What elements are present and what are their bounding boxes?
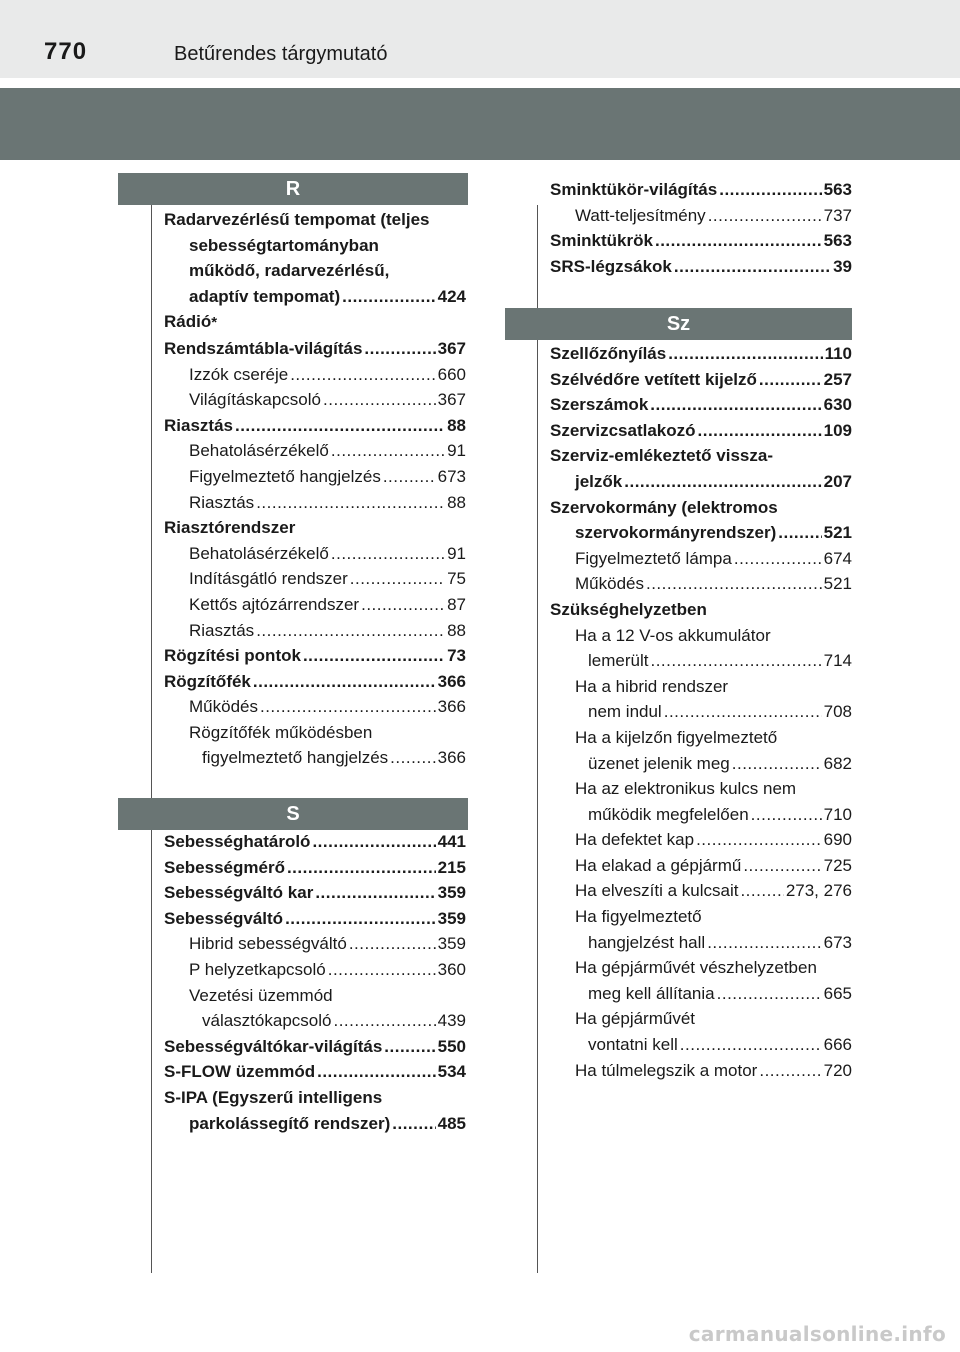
index-entry-label: Indításgátló rendszer: [189, 569, 348, 589]
index-entry: [164, 566, 466, 592]
index-entry: [164, 592, 466, 618]
index-entry: [550, 699, 852, 725]
dot-leader: [328, 957, 436, 983]
index-entry-page: 690: [823, 830, 852, 850]
index-entry: [550, 725, 852, 751]
index-entry-label: jelzők: [575, 471, 623, 491]
dot-leader: [390, 745, 435, 771]
index-entry-label: Kettős ajtózárrendszer: [189, 594, 360, 614]
index-entry-label: Ha az elektronikus kulcs nem: [575, 779, 797, 799]
index-entry-page: 708: [823, 702, 852, 722]
index-entry-label: parkolássegítő rendszer): [189, 1113, 391, 1133]
index-entry-label: figyelmeztető hangjelzés: [202, 748, 389, 768]
index-entry: [164, 1034, 466, 1060]
dot-leader: [350, 566, 445, 592]
dot-leader: [717, 981, 822, 1007]
index-entry-label: Riasztás: [189, 492, 255, 512]
index-entry-page: 109: [823, 420, 852, 440]
column-rule-right: [537, 205, 538, 1273]
index-list-r: [164, 207, 466, 771]
index-entry-label: Működés: [575, 574, 644, 594]
index-list-s-continued: [550, 177, 852, 279]
section-header-s: S: [118, 798, 468, 830]
index-entry-label: Szellőzőnyílás: [550, 344, 667, 363]
dot-leader: [383, 464, 436, 490]
index-entry-label: Rögzítési pontok: [164, 646, 301, 666]
index-entry-page: 673: [823, 932, 852, 952]
index-entry-page: 710: [823, 804, 852, 824]
dot-leader: [290, 362, 435, 388]
index-entry-page: 367: [437, 390, 466, 410]
index-entry: [550, 623, 852, 649]
dot-leader: [331, 541, 445, 567]
index-entry: [550, 443, 852, 469]
dot-leader: [333, 1008, 435, 1034]
dot-leader: [323, 387, 436, 413]
index-entry-label: Sebességváltókar-világítás: [164, 1036, 383, 1056]
index-entry: [164, 309, 466, 336]
index-entry-page: 88: [447, 415, 466, 435]
index-entry-page: 521: [823, 574, 852, 594]
dot-leader: [342, 284, 435, 310]
dot-leader: [235, 413, 445, 439]
index-entry-page: 563: [823, 180, 852, 199]
dot-leader: [696, 827, 822, 853]
index-entry: [164, 284, 466, 310]
index-entry-label: működik megfelelően: [588, 804, 749, 824]
index-entry: [164, 413, 466, 439]
index-entry-label: nem indul: [588, 702, 662, 722]
dot-leader: [707, 930, 821, 956]
index-entry: [550, 827, 852, 853]
index-entry: [164, 207, 466, 233]
index-entry: [550, 981, 852, 1007]
index-entry-label: Rendszámtábla-világítás: [164, 338, 363, 358]
index-entry-label: Figyelmeztető lámpa: [575, 548, 732, 568]
index-entry-label: Ha a hibrid rendszer: [575, 676, 729, 696]
column-rule-left: [151, 205, 152, 1273]
index-entry-page: 215: [437, 857, 466, 877]
index-entry-label: Radarvezérlésű tempomat (teljes: [164, 210, 430, 229]
dot-leader: [674, 254, 831, 280]
index-entry: [164, 880, 466, 906]
index-entry: [550, 341, 852, 367]
index-entry-label: Sebességváltó kar: [164, 883, 314, 903]
index-entry: [164, 1059, 466, 1085]
dot-leader: [646, 571, 822, 597]
dot-leader: [668, 341, 822, 367]
index-entry: [164, 643, 466, 669]
index-entry-label: Ha túlmelegszik a motor: [575, 1060, 758, 1080]
index-entry: [550, 520, 852, 546]
index-entry: [550, 853, 852, 879]
index-entry-page: 73: [447, 646, 466, 666]
dot-leader: [260, 694, 436, 720]
index-entry-label: Figyelmeztető hangjelzés: [189, 466, 381, 486]
dot-leader: [778, 520, 821, 546]
dot-leader: [256, 618, 445, 644]
dot-leader: [392, 1111, 435, 1137]
dot-leader: [740, 878, 783, 904]
index-entry-label: hangjelzést hall: [588, 932, 706, 952]
index-entry: [164, 720, 466, 746]
index-entry-label: Rögzítőfék: [164, 671, 251, 691]
index-entry-label: Sebességmérő: [164, 857, 285, 877]
index-entry: [164, 855, 466, 881]
index-entry: [164, 829, 466, 855]
index-entry-page: 665: [823, 983, 852, 1003]
dot-leader: [361, 592, 445, 618]
index-entry-label: Szervokormány (elektromos: [550, 497, 778, 517]
index-entry: [164, 1008, 466, 1034]
index-entry: [164, 515, 466, 541]
index-entry-page: 110: [824, 344, 852, 363]
index-entry-page: 674: [823, 548, 852, 568]
index-entry: [550, 254, 852, 280]
index-entry: [550, 571, 852, 597]
dot-leader: [303, 643, 445, 669]
index-entry-label: Sminktükrök: [550, 231, 653, 251]
index-entry: [550, 469, 852, 495]
index-entry-label: Ha gépjárművét vészhelyzetben: [575, 958, 817, 978]
index-entry-label: Vezetési üzemmód: [189, 985, 333, 1005]
index-entry-page: 666: [823, 1035, 852, 1055]
index-entry-label: Világításkapcsoló: [189, 390, 321, 410]
index-entry-label: Sminktükör-világítás: [550, 180, 718, 199]
index-entry: [164, 233, 466, 259]
index-entry: [550, 1058, 852, 1084]
dot-leader: [285, 906, 436, 932]
dot-leader: [680, 1032, 822, 1058]
footnote-asterisk: *: [211, 314, 218, 332]
index-entry-page: 39: [833, 256, 852, 276]
index-entry-label: Szükséghelyzetben: [550, 599, 707, 619]
index-entry-label: választókapcsoló: [202, 1011, 332, 1031]
index-entry: [164, 906, 466, 932]
index-entry-page: 359: [437, 908, 466, 928]
index-entry-label: SRS-légzsákok: [550, 256, 672, 276]
index-list-sz: [550, 341, 852, 1083]
index-entry-page: 720: [823, 1060, 852, 1080]
index-entry-page: 360: [437, 959, 466, 979]
index-entry-page: 88: [447, 492, 466, 512]
index-entry-page: 87: [447, 594, 466, 614]
index-list-s: [164, 829, 466, 1136]
dot-leader: [349, 931, 436, 957]
index-entry: [550, 955, 852, 981]
index-entry-label: Riasztás: [164, 415, 233, 435]
index-entry-label: Riasztórendszer: [164, 518, 296, 538]
index-entry: [164, 387, 466, 413]
index-entry: [550, 367, 852, 393]
index-entry: [550, 418, 852, 444]
index-entry: [550, 546, 852, 572]
index-entry-page: 737: [823, 205, 852, 225]
index-entry: [164, 464, 466, 490]
index-entry-label: Riasztás: [189, 620, 255, 640]
index-entry-label: S-IPA (Egyszerű intelligens: [164, 1087, 383, 1107]
index-entry-page: 88: [447, 620, 466, 640]
page-number: 770: [44, 38, 88, 65]
index-entry-label: Behatolásérzékelő: [189, 441, 329, 461]
index-entry: [164, 1085, 466, 1111]
dot-leader: [732, 751, 822, 777]
index-entry: [550, 776, 852, 802]
index-entry-page: 682: [823, 753, 852, 773]
index-entry-label: Behatolásérzékelő: [189, 543, 329, 563]
index-entry: [550, 930, 852, 956]
index-entry-page: 714: [823, 651, 852, 671]
index-entry-label: Ha defektet kap: [575, 830, 695, 850]
index-entry-page: 207: [823, 471, 852, 491]
index-entry-label: S-FLOW üzemmód: [164, 1062, 316, 1082]
index-entry-page: 534: [437, 1062, 466, 1082]
page-header: [0, 0, 960, 78]
index-entry: [550, 392, 852, 418]
index-entry: [164, 931, 466, 957]
index-entry-page: 630: [823, 395, 852, 415]
index-entry-page: 359: [437, 934, 466, 954]
index-entry: [164, 490, 466, 516]
index-entry-page: 673: [437, 466, 466, 486]
index-entry-label: Ha elveszíti a kulcsait: [575, 881, 739, 901]
index-entry-page: 725: [823, 855, 852, 875]
index-entry: [164, 745, 466, 771]
index-entry-label: vontatni kell: [588, 1035, 678, 1055]
index-entry-label: Ha a 12 V-os akkumulátor: [575, 625, 771, 645]
index-entry: [550, 1006, 852, 1032]
index-entry-page: 441: [437, 832, 466, 851]
index-entry-page: 91: [447, 543, 466, 563]
index-entry-label: Izzók cseréje: [189, 364, 289, 384]
dot-leader: [315, 880, 435, 906]
index-entry-label: lemerült: [588, 651, 649, 671]
index-entry: [164, 694, 466, 720]
index-entry-label: Szerviz-emlékeztető vissza-: [550, 446, 773, 466]
index-entry-page: 550: [437, 1036, 466, 1056]
index-entry-page: 273, 276: [785, 881, 852, 901]
dot-leader: [317, 1059, 436, 1085]
index-entry: [550, 1032, 852, 1058]
dot-leader: [655, 228, 822, 254]
dot-leader: [698, 418, 822, 444]
index-entry-label: üzenet jelenik meg: [588, 753, 730, 773]
index-entry-page: 257: [823, 369, 852, 389]
index-entry-label: Watt-teljesítmény: [575, 205, 706, 225]
index-entry: [550, 904, 852, 930]
index-entry-page: 439: [437, 1011, 466, 1031]
index-entry-page: 75: [447, 569, 466, 589]
index-entry-label: Ha gépjárművét: [575, 1009, 696, 1029]
index-entry-label: Hibrid sebességváltó: [189, 934, 347, 954]
index-entry: [550, 228, 852, 254]
index-entry: [550, 648, 852, 674]
index-entry-page: 366: [437, 671, 466, 691]
dot-leader: [624, 469, 821, 495]
index-entry: [550, 674, 852, 700]
index-entry-label: szervokormányrendszer): [575, 523, 777, 543]
index-entry: [550, 751, 852, 777]
index-entry-label: Működés: [189, 697, 258, 717]
dot-leader: [664, 699, 822, 725]
index-entry-label: sebességtartományban: [189, 235, 379, 255]
index-entry: [164, 983, 466, 1009]
index-entry-page: 563: [823, 231, 852, 251]
index-entry-page: 366: [437, 748, 466, 768]
dot-leader: [743, 853, 821, 879]
index-entry-label: Szerszámok: [550, 395, 649, 415]
dot-leader: [384, 1034, 435, 1060]
index-entry-page: 424: [437, 286, 466, 306]
watermark: carmanualsonline.info: [688, 1322, 946, 1346]
dot-leader: [331, 438, 445, 464]
index-entry-label: meg kell állítania: [588, 983, 715, 1003]
dot-leader: [253, 669, 436, 695]
dot-leader: [650, 648, 821, 674]
index-entry: [164, 438, 466, 464]
index-entry-page: 485: [437, 1113, 466, 1133]
index-entry-page: 366: [437, 697, 466, 717]
header-banner: [0, 88, 960, 160]
index-entry: [164, 541, 466, 567]
dot-leader: [287, 855, 436, 881]
index-entry-page: 359: [437, 883, 466, 903]
index-entry-page: 367: [437, 338, 466, 358]
index-entry-label: működő, radarvezérlésű,: [189, 261, 390, 281]
dot-leader: [734, 546, 822, 572]
index-entry: [550, 597, 852, 623]
page-title: Betűrendes tárgymutató: [174, 43, 388, 65]
dot-leader: [650, 392, 821, 418]
index-entry: [550, 802, 852, 828]
index-entry-label: Rádió: [164, 312, 212, 332]
index-entry: [164, 669, 466, 695]
index-entry-label: Ha a kijelzőn figyelmeztető: [575, 727, 778, 747]
dot-leader: [256, 490, 445, 516]
index-entry: [550, 177, 852, 203]
index-entry-label: P helyzetkapcsoló: [189, 959, 326, 979]
index-entry-label: adaptív tempomat): [189, 286, 341, 306]
index-entry-label: Szervizcsatlakozó: [550, 420, 696, 440]
index-entry: [164, 1111, 466, 1137]
index-entry: [550, 878, 852, 904]
index-entry-page: 91: [447, 441, 466, 461]
index-entry: [164, 957, 466, 983]
section-header-r: R: [118, 173, 468, 205]
index-entry: [550, 203, 852, 229]
index-entry-page: 660: [437, 364, 466, 384]
dot-leader: [719, 177, 821, 203]
index-entry-label: Sebességváltó: [164, 908, 284, 928]
dot-leader: [759, 367, 822, 393]
index-entry: [164, 336, 466, 362]
dot-leader: [751, 802, 822, 828]
section-header-sz: Sz: [505, 308, 852, 340]
index-entry: [164, 618, 466, 644]
index-entry: [550, 495, 852, 521]
index-entry: [164, 258, 466, 284]
index-entry: [164, 362, 466, 388]
index-entry-label: Rögzítőfék működésben: [189, 722, 373, 742]
index-entry-label: Ha figyelmeztető: [575, 907, 702, 927]
index-entry-label: Szélvédőre vetített kijelző: [550, 369, 757, 389]
index-entry-page: 521: [823, 523, 852, 543]
dot-leader: [364, 336, 435, 362]
dot-leader: [708, 203, 822, 229]
index-entry-label: Sebességhatároló: [164, 832, 311, 851]
dot-leader: [759, 1058, 821, 1084]
dot-leader: [312, 829, 435, 855]
index-entry-label: Ha elakad a gépjármű: [575, 855, 742, 875]
